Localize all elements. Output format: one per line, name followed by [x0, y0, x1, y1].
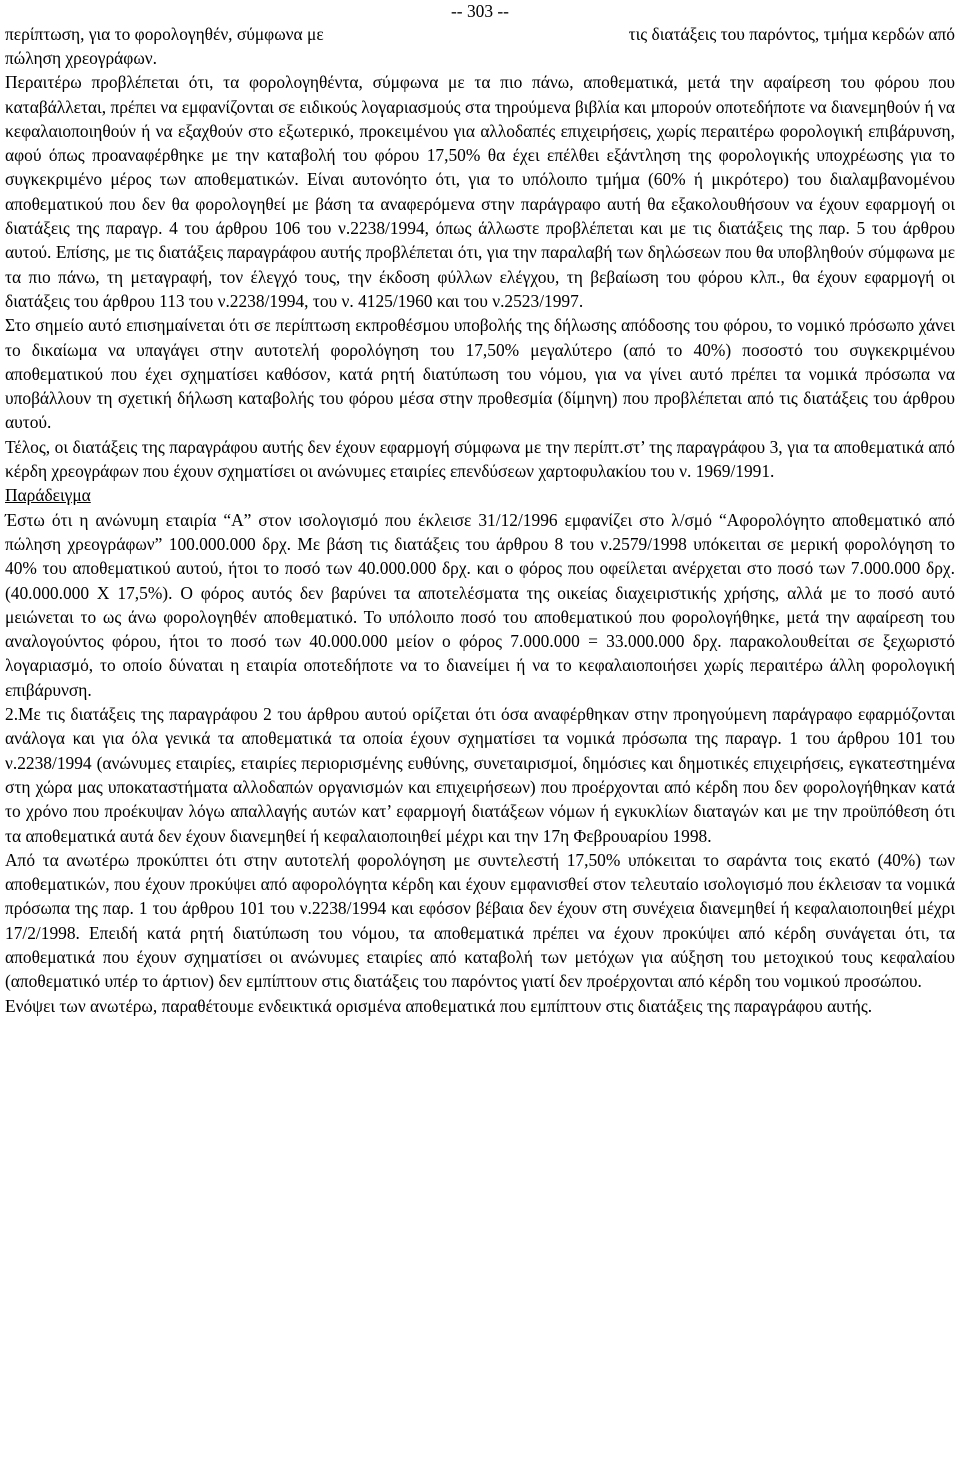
document-body — [5, 22, 955, 1018]
page-number: -- 303 -- — [451, 1, 509, 21]
continuation-line — [5, 22, 955, 46]
continuation-left: περίπτωση, για το φορολογηθέν, σύμφωνα με — [5, 24, 324, 44]
paragraph-reserves-distribution: Περαιτέρω προβλέπεται ότι, τα φορολογηθέντα, σύμφωνα με τα πιο πάνω, αποθεματικά, μετά την αφαίρεση του φόρου που καταβάλλεται, πρέπει να εμφανίζονται σε ειδικούς λογαριασμούς στα τηρούμενα βιβλία και μπορούν οποτεδήποτε να διανεμηθούν ή να κεφαλαιοποιηθούν ή να εξαχθούν στο εξωτερικό, προκειμένου για αλλοδαπές επιχειρήσεις, χωρίς περαιτέρω φορολογική επιβάρυνση, αφού όπως προαναφέρθηκε με την καταβολή του φόρου 17,50% θα έχει επέλθει εξάντληση της φορολογικής υποχρέωσης για το συγκεκριμένο μέρος των αποθεματικών. Είναι αυτονόητο ότι, για το υπόλοιπο τμήμα (60% ή μικρότερο) του διαλαμβανομένου αποθεματικού που δεν θα φορολογηθεί με βάση τα αναφερόμενα στην παράγραφο αυτή θα εξακολουθήσουν να έχουν εφαρμογή οι διατάξεις της παραγρ. 4 του άρθρου 106 του ν.2238/1994, όπως άλλωστε προβλέπεται και με τις διατάξεις της παρ. 5 του άρθρου αυτού. Επίσης, με τις διατάξεις παραγράφου αυτής προβλέπεται ότι, για την παραλαβή των δηλώσεων που θα υποβληθούν σύμφωνα με τα πιο πάνω, τη μεταγραφή, τον έλεγχό τους, την έκδοση φύλλων ελέγχου, τη βεβαίωση του φόρου κλπ., θα έχουν εφαρμογή οι διατάξεις του άρθρου 113 του ν.2238/1994, του ν. 4125/1960 και του ν.2523/1997. — [5, 72, 955, 311]
paragraph-exclusion: Τέλος, οι διατάξεις της παραγράφου αυτής δεν έχουν εφαρμογή σύμφωνα με την περίπτ.στ’ της παραγράφου 3, για τα αποθεματικά από κέρδη χρεογράφων που έχουν σχηματίσει οι ανώνυμες εταιρίες επενδύσεων χαρτοφυλακίου του ν. 1969/1991. — [5, 436, 955, 482]
paragraph-closing: Ενόψει των ανωτέρω, παραθέτουμε ενδεικτικά ορισμένα αποθεματικά που εμπίπτουν στις διατάξεις της παραγράφου αυτής. — [5, 995, 873, 1016]
continuation-right: τις διατάξεις του παρόντος, τμήμα κερδών από — [628, 24, 955, 44]
paragraph-example: Έστω ότι η ανώνυμη εταιρία “Α” στον ισολογισμό που έκλεισε 31/12/1996 εμφανίζει στο λ/σμό “Αφορολόγητο αποθεματικό από πώληση χρεογράφων” 100.000.000 δρχ. Με βάση τις διατάξεις του άρθρου 8 του ν.2579/1998 υπόκειται σε μερική φορολόγηση το 40% του αποθεματικού αυτού, ήτοι το ποσό των 40.000.000 δρχ. και ο φόρος που οφείλεται ανέρχεται στο ποσό των 7.000.000 δρχ. (40.000.000 Χ 17,5%). Ο φόρος αυτός δεν βαρύνει τα αποτελέσματα της οικείας διαχειριστικής χρήσης, αλλά με το ποσό αυτό μειώνεται το ως άνω φορολογηθέν αποθεματικό. Το υπόλοιπο ποσό του αποθεματικού που φορολογήθηκε, μετά την αφαίρεση του αναλογούντος φόρου, ήτοι το ποσό των 40.000.000 μείον ο φόρος 7.000.000 = 33.000.000 δρχ. παρακολουθείται σε ξεχωριστό λογαριασμό, το οποίο δύναται η εταιρία οποτεδήποτε να το διανείμει ή να το κεφαλαιοποιήσει χωρίς περαιτέρω άλλη φορολογική επιβάρυνση. — [5, 509, 955, 700]
continuation-end: πώληση χρεογράφων. — [5, 48, 157, 68]
example-heading: Παράδειγμα — [5, 485, 91, 506]
paragraph-section-2: 2.Με τις διατάξεις της παραγράφου 2 του άρθρου αυτού ορίζεται ότι όσα αναφέρθηκαν στην προηγούμενη παράγραφο εφαρμόζονται ανάλογα και για όλα γενικά τα αποθεματικά τα οποία έχουν σχηματίσει τα νομικά πρόσωπα της παραγρ. 1 του άρθρου 101 του ν.2238/1994 (ανώνυμες εταιρίες, εταιρίες περιορισμένης ευθύνης, συνεταιρισμοί, δημόσιες και δημοτικές επιχειρήσεις, εγκατεστημένα στη χώρα μας υποκαταστήματα αλλοδαπών οργανισμών και επιχειρήσεων) που προέρχονται από κέρδη που δεν φορολογήθηκαν κατά το χρόνο που προέκυψαν λόγω απαλλαγής αυτών κατ’ εφαρμογή διατάξεων νόμων ή εγκυκλίων διαταγών και με την προϋπόθεση ότι τα αποθεματικά αυτά δεν έχουν διανεμηθεί ή κεφαλαιοποιηθεί μέχρι και την 17η Φεβρουαρίου 1998. — [5, 704, 955, 846]
paragraph-conclusion: Από τα ανωτέρω προκύπτει ότι στην αυτοτελή φορολόγηση με συντελεστή 17,50% υπόκειται το σαράντα τοις εκατό (40%) των αποθεματικών, που έχουν προκύψει από αφορολόγητα κέρδη και έχουν εμφανισθεί στον τελευταίο ισολογισμό που έκλεισαν τα νομικά πρόσωπα της παρ. 1 του άρθρου 101 του ν.2238/1994 και εφόσον βέβαια δεν έχουν στη συνέχεια διανεμηθεί ή κεφαλαιοποιηθεί μέχρι 17/2/1998. Επειδή κατά ρητή διατύπωση του νόμου, τα αποθεματικά πρέπει να έχουν προκύψει από κέρδη συνάγεται ότι, τα αποθεματικά που έχουν σχηματίσει οι ανώνυμες εταιρίες από καταβολή των μετόχων για αύξηση του μετοχικού τους κεφαλαίου (αποθεματικό υπέρ το άρτιον) δεν εμπίπτουν στις διατάξεις του παρόντος γιατί δεν προέρχονται από κέρδη του νομικού προσώπου. — [5, 849, 955, 992]
paragraph-late-submission: Στο σημείο αυτό επισημαίνεται ότι σε περίπτωση εκπροθέσμου υποβολής της δήλωσης απόδοσης του φόρου, το νομικό πρόσωπο χάνει το δικαίωμα να υπαγάγει στην αυτοτελή φορολόγηση του 17,50% μεγαλύτερο (από το 40%) ποσοστό του συγκεκριμένου αποθεματικού που έχει σχηματίσει καθόσον, κατά ρητή διατύπωση του νόμου, για να γίνει αυτό πρέπει τα νομικά πρόσωπα να υποβάλλουν τη σχετική δήλωση καταβολής του φόρου μέσα στην προθεσμία (δίμηνη) που προβλέπεται από τις διατάξεις του άρθρου αυτού. — [5, 315, 955, 433]
